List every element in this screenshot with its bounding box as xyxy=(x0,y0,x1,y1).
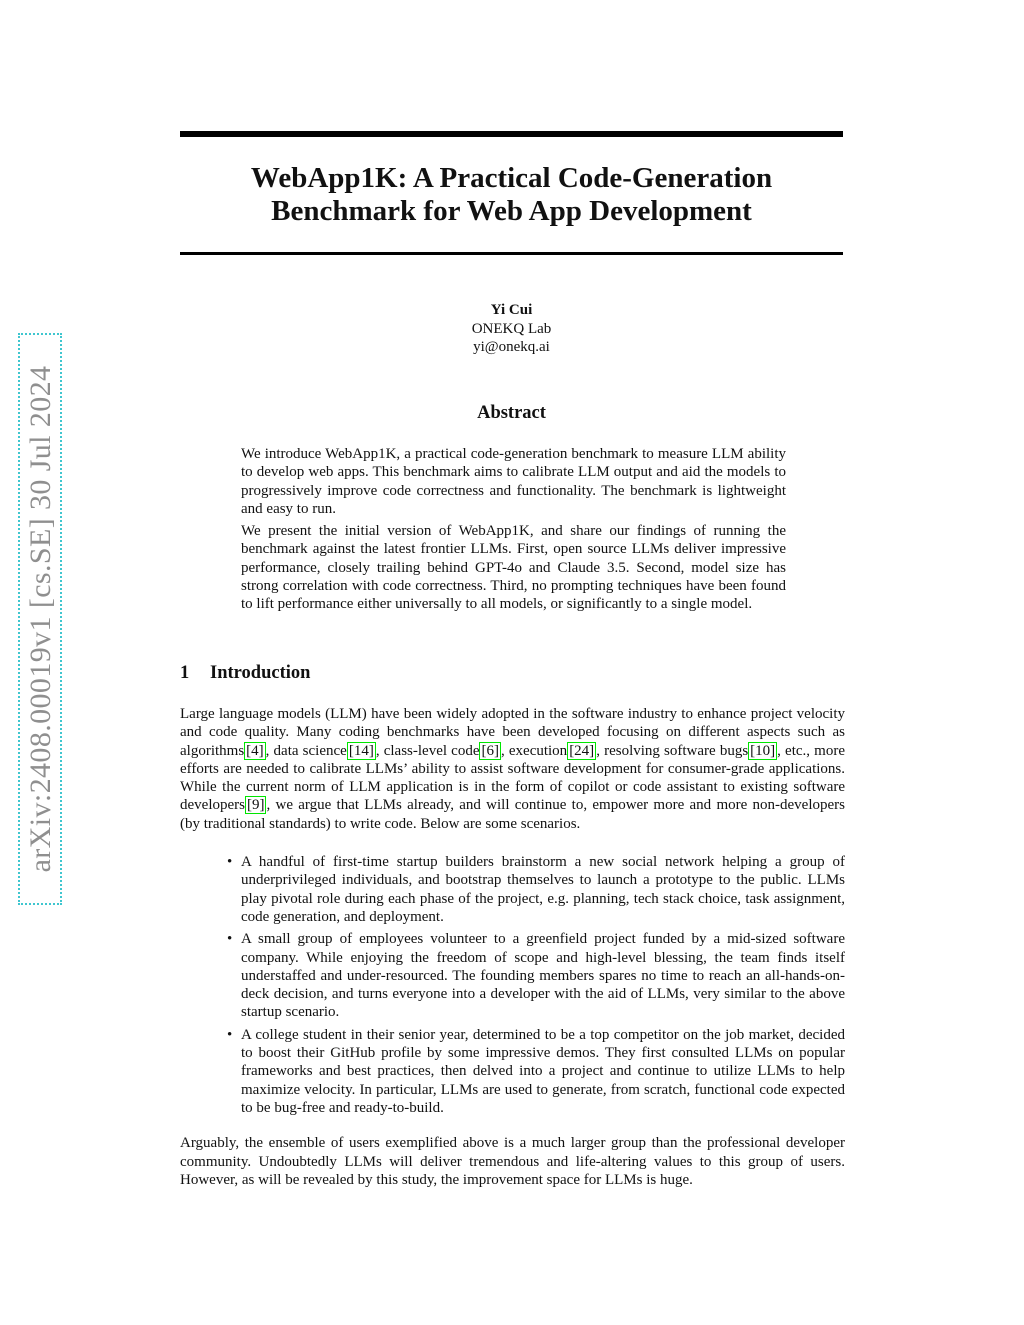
intro-paragraph: Large language models (LLM) have been widely adopted in the software industry to enhance project velocity and code quality. Many coding benchmarks have been developed focusing on different aspects such as algorithms [4] , data science [14] , class-level code [6] , execution [24] , resolving software bugs [10] , etc., more efforts are needed to calibrate LLMs’ ability to assist software development for consumer-grade applications. While the current norm of LLM application is in the form of copilot or code assistant to existing software developers [9] , we argue that LLMs already, and will continue to, empower more and more non-developers (by traditional standards) to write code. Below are some scenarios. xyxy=(180,706,846,832)
citation-link[interactable]: [14] xyxy=(348,742,374,759)
title-rule-bottom xyxy=(180,252,843,255)
list-item: • A small group of employees volunteer to a greenfield project funded by a mid-sized software company. While enjoying the freedom of scope and high-level blessing, the team finds itself understaffed and under-resourced. The founding members spares no time to reach an all-hands-on-deck decision, and turns everyone into a developer with the aid of LLMs, very similar to the above startup scenario. xyxy=(241,930,845,1021)
list-item: • A college student in their senior year, determined to be a top competitor on the job market, decided to boost their GitHub profile by some impressive demos. They first consulted LLMs on popular frameworks and best practices, then delved into a project and continue to utilize LLMs to help maximize velocity. In particular, LLMs are used to generate, from scratch, functional code expected to be bug-free and ready-to-build. xyxy=(241,1026,845,1117)
section-number: 1 xyxy=(180,663,190,683)
citation-link[interactable]: [6] xyxy=(481,742,499,759)
author-email: yi@onekq.ai xyxy=(473,339,550,355)
author-block xyxy=(180,301,843,357)
abstract-heading: Abstract xyxy=(477,403,546,423)
paper-title xyxy=(180,162,843,228)
author-name: Yi Cui xyxy=(490,302,533,318)
section-heading-introduction xyxy=(180,663,310,684)
introduction-body xyxy=(180,705,845,1189)
paper-title-line-2: Benchmark for Web App Development xyxy=(271,195,752,227)
citation-link[interactable]: [4] xyxy=(246,742,264,759)
scenario-list xyxy=(180,853,845,1117)
abstract-body xyxy=(241,445,786,618)
citation-link[interactable]: [24] xyxy=(569,742,595,759)
citation-link[interactable]: [10] xyxy=(750,742,776,759)
title-rule-top xyxy=(180,131,843,137)
arxiv-identifier[interactable]: arXiv:2408.00019v1 [cs.SE] 30 Jul 2024 xyxy=(24,365,57,873)
paper-title-line-1: WebApp1K: A Practical Code-Generation xyxy=(250,162,773,194)
author-affiliation: ONEKQ Lab xyxy=(471,320,552,337)
citation-link[interactable]: [9] xyxy=(246,797,265,814)
intro-paragraph: Arguably, the ensemble of users exemplified above is a much larger group than the professional developer community. Undoubtedly LLMs will deliver tremendous and life-altering values to this group of users. However, as will be revealed by this study, the improvement space for LLMs is huge. xyxy=(180,1135,845,1188)
abstract-paragraph: We introduce WebApp1K, a practical code-generation benchmark to measure LLM ability to develop web apps. This benchmark aims to calibrate LLM output and aid the models to progressively improve code correctness and functionality. The benchmark is lightweight and easy to run. xyxy=(241,446,786,517)
abstract-paragraph: We present the initial version of WebApp1K, and share our findings of running the benchmark against the latest frontier LLMs. First, open source LLMs deliver impressive performance, closely trailing behind GPT-4o and Claude 3.5. Second, model size has strong correlation with code correctness. Third, no prompting techniques have been found to lift performance either universally to all models, or significantly to a single model. xyxy=(241,523,786,613)
list-item: • A handful of first-time startup builders brainstorm a new social network helping a group of underprivileged individuals, and bootstrap themselves to launch a prototype to the public. LLMs play pivotal role during each phase of the project, e.g. planning, tech stack choice, task assignment, code generation, and deployment. xyxy=(241,853,845,926)
section-title: Introduction xyxy=(210,663,311,683)
